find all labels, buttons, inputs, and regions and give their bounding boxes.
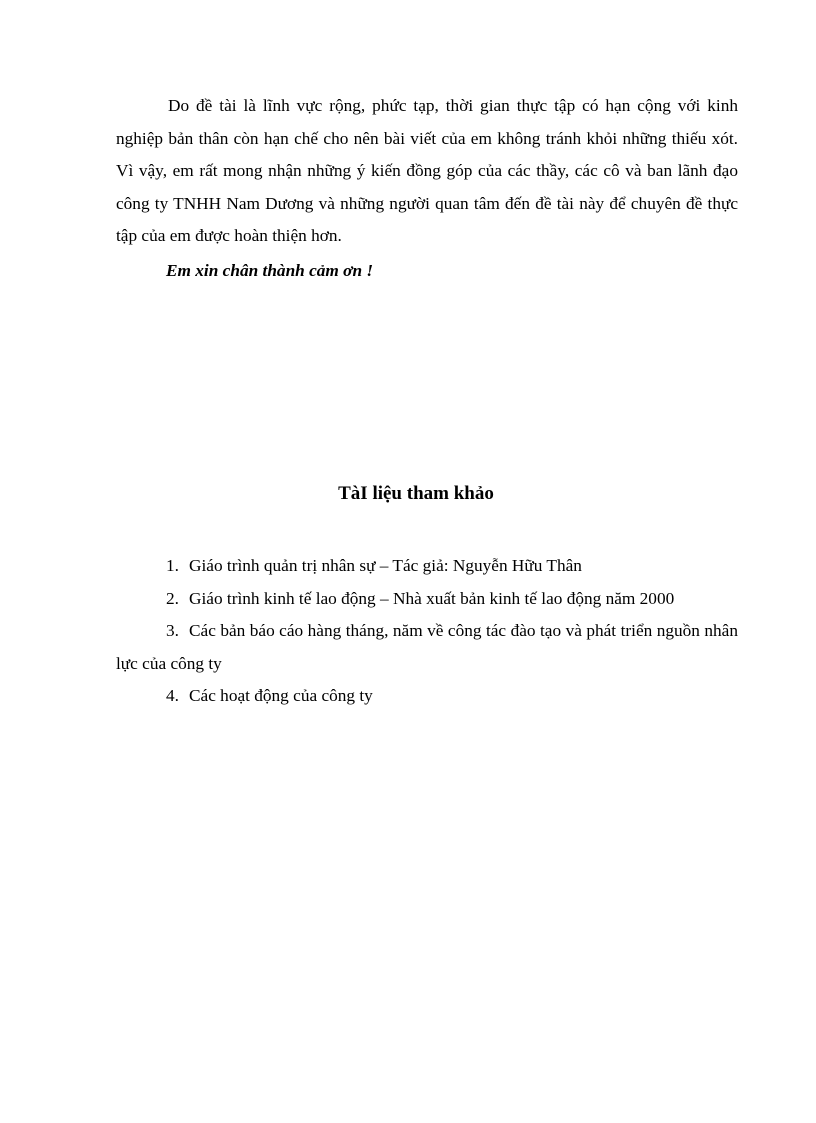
- reference-item-4: [116, 680, 738, 713]
- reference-item-1: [116, 550, 738, 583]
- reference-text: Giáo trình kinh tế lao động – Nhà xuất bản kinh tế lao động năm 2000: [189, 588, 675, 608]
- reference-item-2: [116, 583, 738, 616]
- reference-item-3: [116, 615, 738, 680]
- intro-paragraph: Do đề tài là lĩnh vực rộng, phức tạp, thời gian thực tập có hạn cộng với kinh nghiệp bản thân còn hạn chế cho nên bài viết của em không tránh khỏi những thiếu xót. Vì vậy, em rất mong nhận những ý kiến đồng góp của các thầy, các cô và ban lãnh đạo công ty TNHH Nam Dương và những người quan tâm đến đề tài này để chuyên đề thực tập của em được hoàn thiện hơn.: [116, 96, 738, 245]
- references-list: [116, 550, 738, 713]
- reference-text: Các bản báo cáo hàng tháng, năm về công tác đào tạo và phát triển nguồn nhân lực của công ty: [116, 621, 738, 673]
- reference-number: 4.: [166, 686, 179, 705]
- thanks-line: Em xin chân thành cảm ơn !: [166, 261, 374, 280]
- references-title: TàI liệu tham khảo: [338, 483, 494, 504]
- reference-text: Giáo trình quản trị nhân sự – Tác giả: Nguyễn Hữu Thân: [189, 556, 582, 575]
- reference-text: Các hoạt động của công ty: [189, 686, 373, 705]
- reference-number: 2.: [166, 588, 179, 608]
- reference-number: 3.: [166, 621, 179, 640]
- reference-number: 1.: [166, 556, 179, 575]
